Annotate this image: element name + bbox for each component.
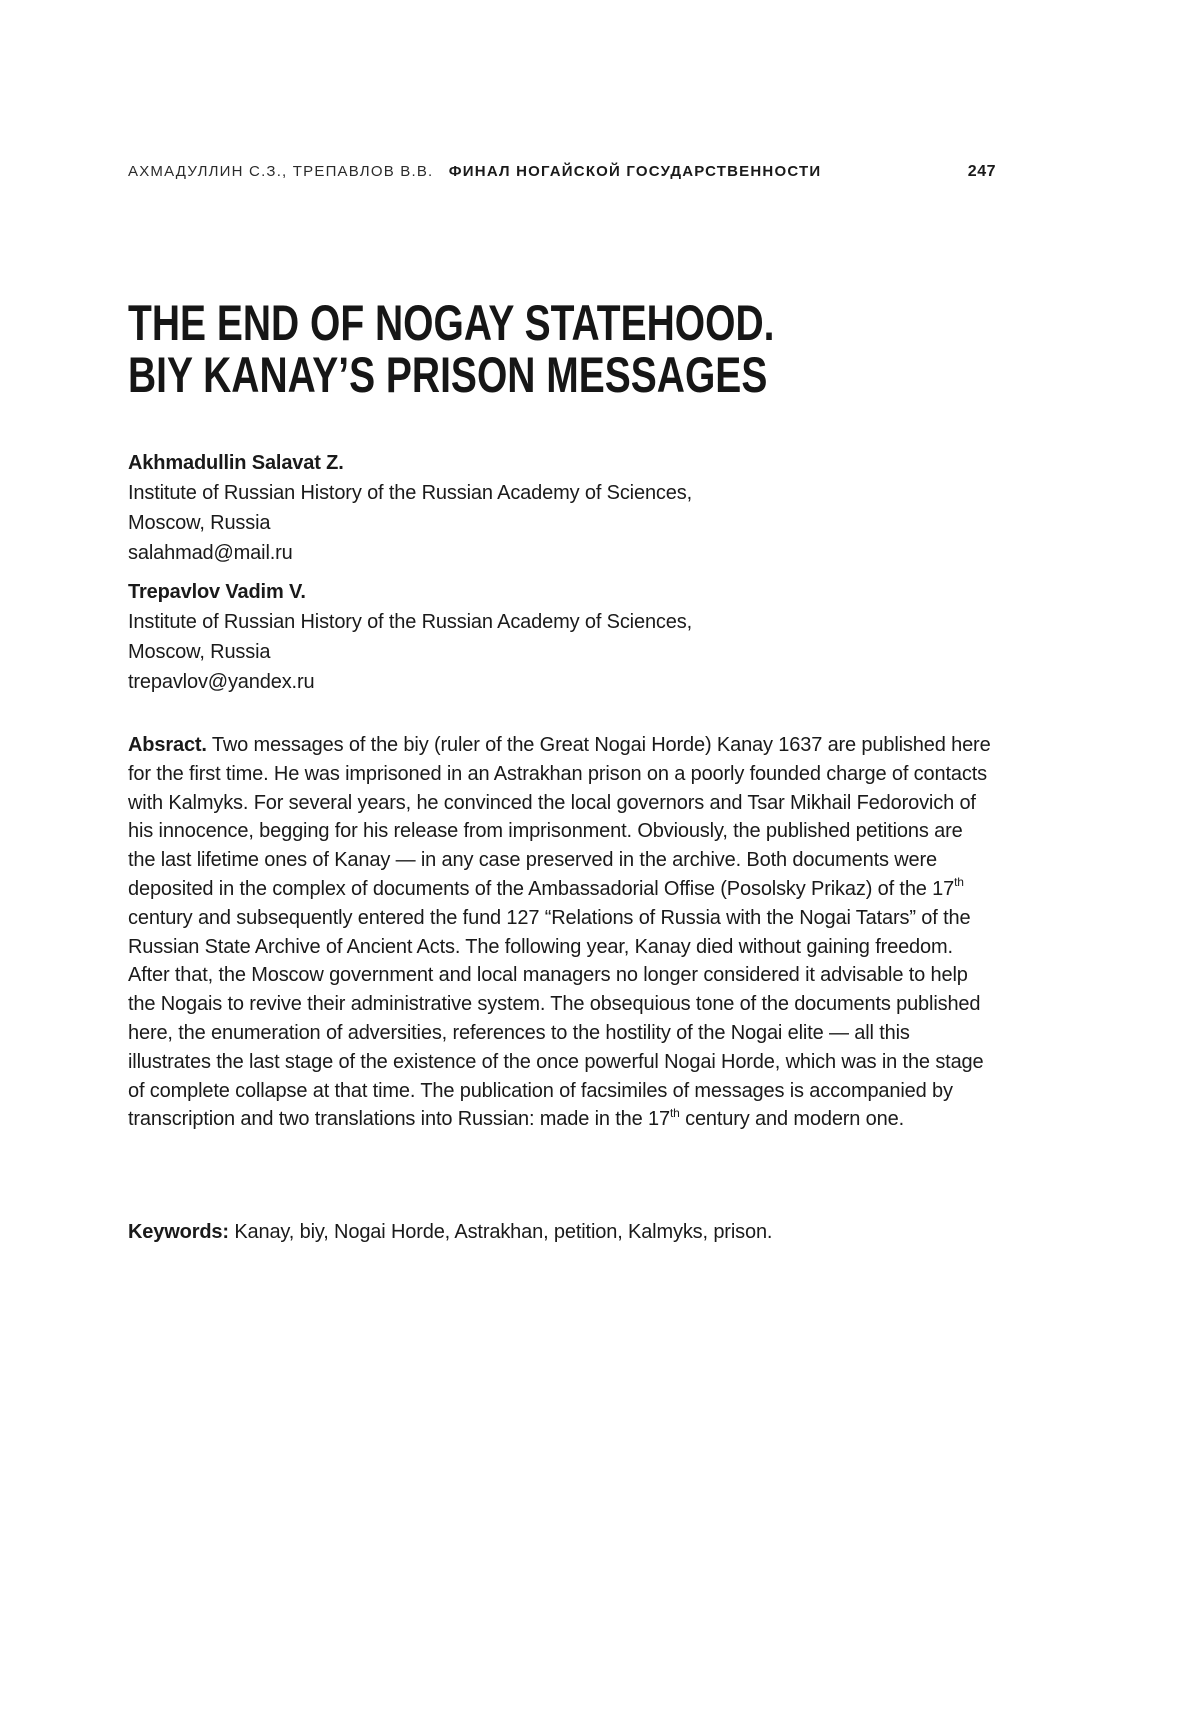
keywords-line: Keywords: Kanay, biy, Nogai Horde, Astrakhan, petition, Kalmyks, prison. [128, 1221, 773, 1243]
author-block-2 [128, 577, 994, 697]
page-number: 247 [967, 163, 996, 180]
author-affiliation: Institute of Russian History of the Russian Academy of Sciences, [128, 611, 693, 633]
author-block-1 [128, 448, 994, 568]
author-email: trepavlov@yandex.ru [128, 671, 315, 693]
author-affiliation: Institute of Russian History of the Russian Academy of Sciences, [128, 482, 693, 504]
running-authors: АХМАДУЛЛИН С.З., ТРЕПАВЛОВ В.В. [128, 163, 434, 180]
article-title [128, 297, 774, 401]
running-header [128, 163, 996, 181]
author-name: Trepavlov Vadim V. [128, 581, 306, 603]
running-title: ФИНАЛ НОГАЙСКОЙ ГОСУДАРСТВЕННОСТИ [448, 163, 822, 180]
article-title-line-1: THE END OF NOGAY STATEHOOD. [128, 295, 775, 351]
author-name: Akhmadullin Salavat Z. [128, 452, 344, 474]
article-title-line-2: BIY KANAY’S PRISON MESSAGES [128, 347, 768, 403]
author-email: salahmad@mail.ru [128, 542, 293, 564]
author-location: Moscow, Russia [128, 512, 271, 534]
running-header-left [128, 163, 821, 180]
abstract-paragraph: Absract. Two messages of the biy (ruler of the Great Nogai Horde) Kanay 1637 are published here for the first time. He was imprisoned in an Astrakhan prison on a poorly founded charge of contacts with Kalmyks. For several years, he convinced the local governors and Tsar Mikhail Fedorovich of his innocence, begging for his release from imprisonment. Obviously, the published petitions are the last lifetime ones of Kanay — in any case preserved in the archive. Both documents were deposited in the complex of documents of the Ambassadorial Offise (Posolsky Prikaz) of the 17th century and subsequently entered the fund 127 “Relations of Russia with the Nogai Tatars” of the Russian State Archive of Ancient Acts. The following year, Kanay died without gaining freedom. After that, the Moscow government and local managers no longer considered it advisable to help the Nogais to revive their administrative system. The obsequious tone of the documents published here, the enumeration of adversities, references to the hostility of the Nogai elite — all this illustrates the last stage of the existence of the once powerful Nogai Horde, which was in the stage of complete collapse at that time. The publication of facsimiles of messages is accompanied by transcription and two translations into Russian: made in the 17th century and modern one. [128, 734, 991, 1131]
authors-section [128, 448, 994, 697]
author-location: Moscow, Russia [128, 641, 271, 663]
